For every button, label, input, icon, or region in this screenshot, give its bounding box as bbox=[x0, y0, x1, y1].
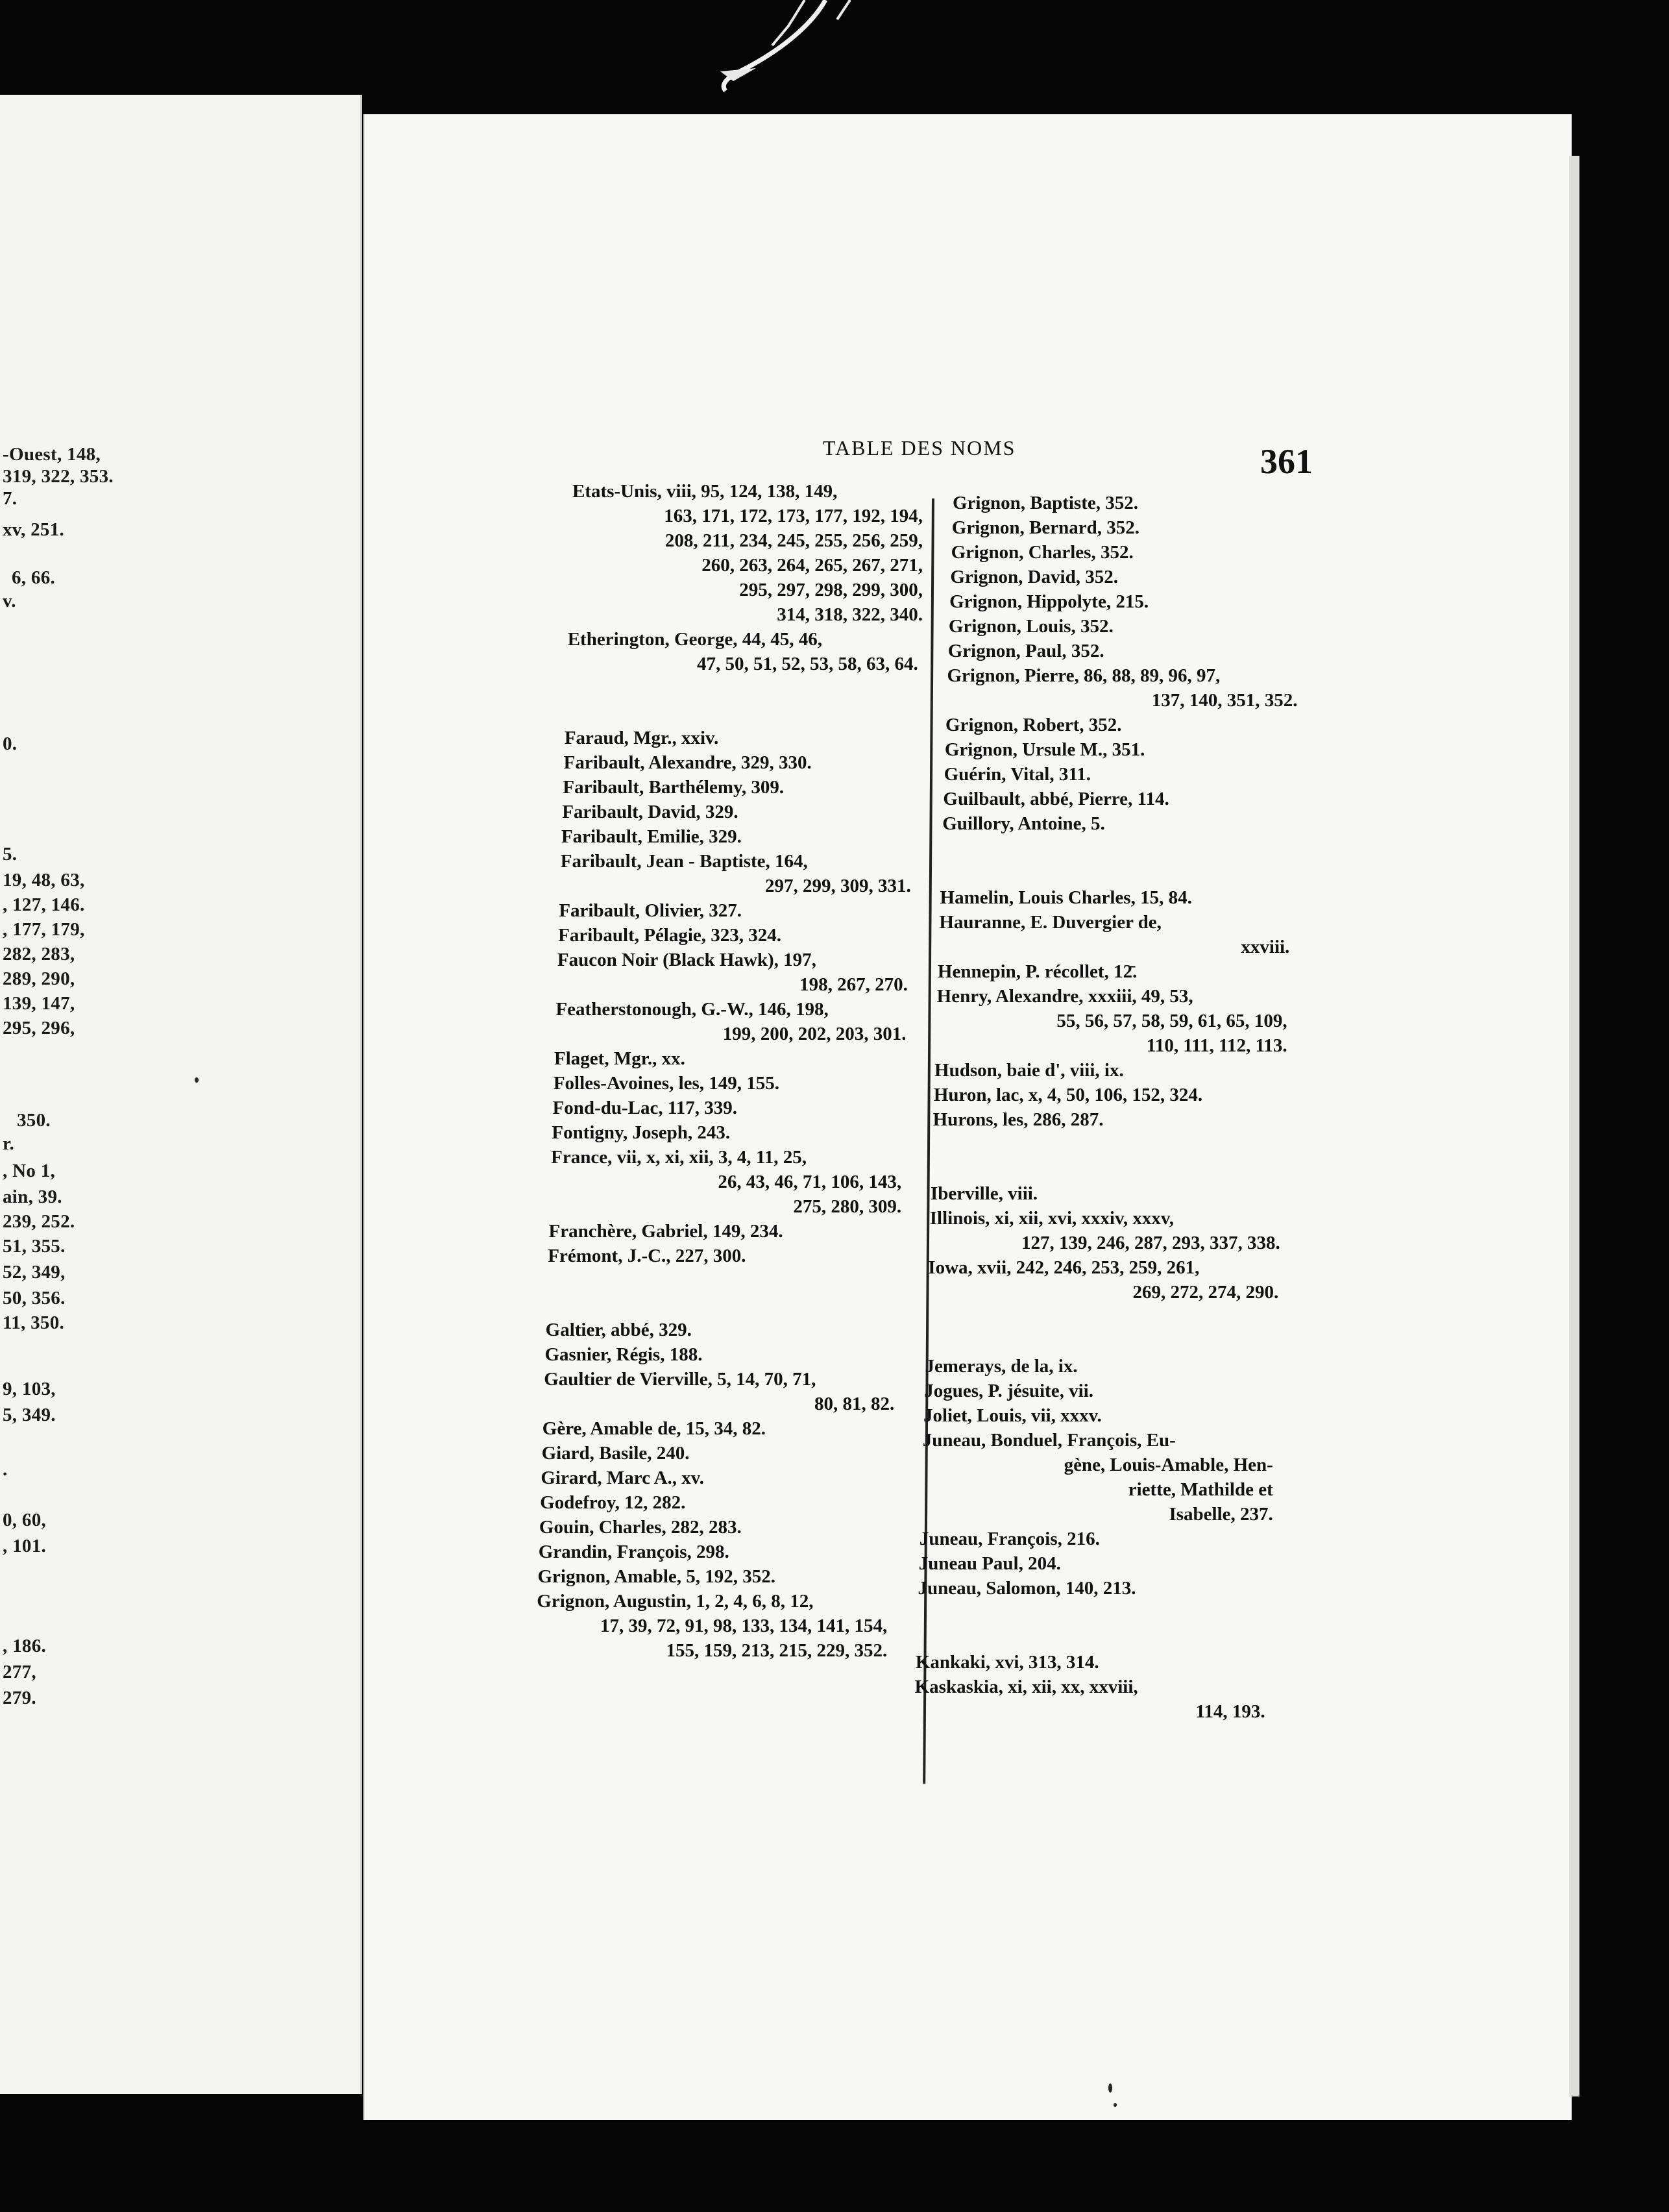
left-page-text-fragment: , No 1, bbox=[3, 1161, 56, 1181]
index-entry-heading: Faribault, Barthélemy, 309. bbox=[563, 777, 785, 798]
index-entry bbox=[546, 1318, 896, 1342]
left-page-text-fragment: 277, bbox=[3, 1662, 36, 1682]
index-entry bbox=[557, 948, 908, 997]
index-entry-heading: Faribault, Emilie, 329. bbox=[561, 826, 742, 847]
index-entry-heading: Faraud, Mgr., xxiv. bbox=[564, 728, 719, 748]
left-page-text-fragment: 139, 147, bbox=[3, 993, 75, 1014]
index-entry-heading: Grandin, François, 298. bbox=[538, 1542, 729, 1562]
index-entry-heading: Iowa, xvii, 242, 246, 253, 259, 261, bbox=[928, 1257, 1200, 1278]
left-page-text-fragment: 239, 252. bbox=[3, 1211, 75, 1232]
index-entry-continuation: 114, 193. bbox=[1195, 1701, 1265, 1722]
left-page-text-fragment: , 177, 179, bbox=[3, 919, 85, 940]
index-entry bbox=[918, 1576, 1268, 1601]
index-entry-heading: Franchère, Gabriel, 149, 234. bbox=[548, 1221, 783, 1242]
index-entry bbox=[928, 1255, 1278, 1305]
index-entry-heading: Kankaki, xvi, 313, 314. bbox=[915, 1652, 1099, 1673]
index-entry bbox=[554, 1071, 904, 1096]
index-entry-continuation: 269, 272, 274, 290. bbox=[1132, 1282, 1279, 1303]
left-page-text-fragment: , 127, 146. bbox=[3, 894, 85, 915]
left-page-text-fragment: -Ouest, 148, bbox=[3, 444, 101, 465]
index-entry-heading: Gasnier, Régis, 188. bbox=[544, 1344, 703, 1365]
index-entry-heading: Grignon, David, 352. bbox=[950, 567, 1118, 587]
index-entry bbox=[564, 750, 914, 775]
index-entry-heading: Juneau, Bonduel, François, Eu- bbox=[922, 1430, 1176, 1451]
index-entry-heading: Faribault, Jean - Baptiste, 164, bbox=[560, 851, 808, 872]
left-page-text-fragment: 0. bbox=[3, 733, 18, 754]
index-entry-heading: Jemerays, de la, ix. bbox=[925, 1356, 1078, 1377]
index-entry-heading: Hudson, baie d', viii, ix. bbox=[934, 1060, 1124, 1081]
index-entry-continuation: 137, 140, 351, 352. bbox=[1151, 690, 1298, 711]
index-entry bbox=[542, 1441, 892, 1466]
index-entry bbox=[544, 1367, 894, 1416]
index-entry-heading: Iberville, viii. bbox=[930, 1183, 1038, 1204]
index-entry-heading: Illinois, xi, xii, xvi, xxxiv, xxxv, bbox=[929, 1208, 1174, 1229]
left-page-text-fragment: ain, 39. bbox=[3, 1186, 62, 1207]
index-entry-heading: Etherington, George, 44, 45, 46, bbox=[567, 629, 822, 650]
index-entry bbox=[937, 984, 1287, 1058]
index-entry-heading: Grignon, Ursule M., 351. bbox=[944, 739, 1145, 760]
left-page-text-fragment: , 101. bbox=[3, 1536, 47, 1556]
index-entry-continuation: 295, 297, 298, 299, 300, bbox=[739, 580, 923, 600]
index-entry bbox=[940, 885, 1291, 910]
index-entry-heading: Joliet, Louis, vii, xxxv. bbox=[923, 1405, 1102, 1426]
left-page-text-fragment: v. bbox=[3, 591, 16, 611]
index-entry-continuation: 260, 263, 264, 265, 267, 271, bbox=[701, 555, 923, 576]
index-entry-heading: Grignon, Baptiste, 352. bbox=[953, 493, 1138, 513]
left-page-text-fragment: 7. bbox=[3, 488, 18, 509]
index-entry-heading: Guilbault, abbé, Pierre, 114. bbox=[943, 789, 1169, 809]
index-entry bbox=[947, 663, 1297, 713]
index-entry bbox=[953, 491, 1303, 515]
index-entry bbox=[539, 1540, 889, 1564]
index-entry bbox=[548, 1244, 898, 1268]
left-page-text-fragment: 5, 349. bbox=[3, 1405, 56, 1425]
index-entry-heading: Guillory, Antoine, 5. bbox=[942, 813, 1105, 834]
index-entry-continuation: 275, 280, 309. bbox=[793, 1196, 902, 1217]
index-entry bbox=[537, 1589, 887, 1663]
index-entry-heading: Fond-du-Lac, 117, 339. bbox=[552, 1098, 738, 1118]
index-entry-heading: Featherstonough, G.-W., 146, 198, bbox=[555, 999, 829, 1020]
index-entry-continuation: riette, Mathilde et bbox=[1128, 1479, 1273, 1500]
index-entry-continuation: 163, 171, 172, 173, 177, 192, 194, bbox=[664, 506, 923, 526]
index-entry-heading: Hauranne, E. Duvergier de, bbox=[939, 912, 1162, 933]
index-entry bbox=[537, 1564, 888, 1589]
page-header-title: TABLE DES NOMS bbox=[823, 436, 1016, 460]
index-entry bbox=[915, 1675, 1265, 1724]
index-entry-continuation: 198, 267, 270. bbox=[799, 974, 908, 995]
index-entry-continuation: 80, 81, 82. bbox=[814, 1394, 895, 1414]
index-entry bbox=[919, 1551, 1269, 1576]
index-entry bbox=[540, 1490, 890, 1515]
index-entry-heading: Faribault, Pélagie, 323, 324. bbox=[558, 925, 782, 946]
index-entry bbox=[934, 1058, 1285, 1083]
index-entry-heading: Grignon, Robert, 352. bbox=[945, 715, 1122, 735]
index-entry bbox=[925, 1354, 1275, 1379]
left-page-text-fragment: r. bbox=[3, 1133, 15, 1154]
index-entry bbox=[923, 1403, 1274, 1428]
dust-speck bbox=[1108, 2083, 1112, 2093]
index-entry-heading: Grignon, Pierre, 86, 88, 89, 96, 97, bbox=[947, 665, 1221, 686]
left-page-text-fragment: 295, 296, bbox=[3, 1018, 75, 1038]
index-entry bbox=[541, 1466, 891, 1490]
index-entry-heading: Grignon, Augustin, 1, 2, 4, 6, 8, 12, bbox=[537, 1591, 814, 1612]
index-entry bbox=[555, 997, 906, 1046]
index-entry-continuation: 199, 200, 202, 203, 301. bbox=[722, 1024, 907, 1044]
left-page-text-fragment: 319, 322, 353. bbox=[3, 466, 114, 487]
index-entry bbox=[561, 824, 912, 849]
index-entry-heading: Giard, Basile, 240. bbox=[541, 1443, 690, 1464]
index-entry bbox=[939, 910, 1289, 959]
index-entry-continuation: 297, 299, 309, 331. bbox=[765, 876, 911, 896]
index-entry-continuation: 26, 43, 46, 71, 106, 143, bbox=[718, 1172, 902, 1192]
left-page-text-fragment: xv, 251. bbox=[3, 519, 65, 540]
index-entry-heading: Faucon Noir (Black Hawk), 197, bbox=[557, 950, 816, 970]
index-entry-heading: Juneau Paul, 204. bbox=[918, 1553, 1061, 1574]
page-number: 361 bbox=[1260, 442, 1313, 481]
index-entry-heading: Frémont, J.-C., 227, 300. bbox=[548, 1246, 746, 1266]
index-entry-continuation: 314, 318, 322, 340. bbox=[777, 604, 923, 625]
index-entry-continuation: 155, 159, 213, 215, 229, 352. bbox=[666, 1640, 888, 1661]
index-entry bbox=[562, 800, 912, 824]
index-entry-heading: Juneau, François, 216. bbox=[919, 1529, 1100, 1549]
index-entry bbox=[949, 614, 1299, 639]
index-entry-heading: Galtier, abbé, 329. bbox=[545, 1320, 692, 1340]
index-entry-continuation: 55, 56, 57, 58, 59, 61, 65, 109, bbox=[1056, 1011, 1287, 1031]
index-entry-heading: Kaskaskia, xi, xii, xx, xxviii, bbox=[914, 1677, 1138, 1697]
index-entry-heading: Gère, Amable de, 15, 34, 82. bbox=[542, 1418, 766, 1439]
index-entry-heading: Etats-Unis, viii, 95, 124, 138, 149, bbox=[572, 481, 838, 502]
left-page-text-fragment: 289, 290, bbox=[3, 968, 75, 989]
left-page-text-fragment: 350. bbox=[17, 1110, 51, 1131]
index-entry bbox=[561, 849, 911, 898]
index-entry-continuation: 110, 111, 112, 113. bbox=[1146, 1035, 1287, 1056]
left-page-text-fragment: 19, 48, 63, bbox=[3, 870, 85, 891]
index-entry-heading: Gouin, Charles, 282, 283. bbox=[539, 1517, 742, 1538]
index-entry bbox=[945, 713, 1296, 737]
index-entry-heading: Hurons, les, 286, 287. bbox=[932, 1109, 1104, 1130]
index-entry-heading: Hamelin, Louis Charles, 15, 84. bbox=[940, 887, 1192, 908]
left-page-text-fragment: 50, 356. bbox=[3, 1288, 66, 1309]
left-page-text-fragment: 9, 103, bbox=[3, 1379, 56, 1399]
left-page-text-fragment: 5. bbox=[3, 844, 18, 865]
page-edge bbox=[1569, 156, 1579, 2096]
index-entry bbox=[931, 1181, 1281, 1206]
index-entry-heading: Guérin, Vital, 311. bbox=[944, 764, 1091, 785]
dust-speck bbox=[195, 1077, 199, 1083]
index-entry-heading: Grignon, Hippolyte, 215. bbox=[949, 591, 1149, 612]
left-page-text-fragment: . bbox=[3, 1459, 8, 1480]
index-entry-heading: Fontigny, Joseph, 243. bbox=[552, 1122, 731, 1143]
index-entry-heading: Grignon, Paul, 352. bbox=[947, 641, 1104, 661]
index-entry bbox=[572, 479, 923, 627]
index-entry-heading: Girard, Marc A., xv. bbox=[541, 1468, 704, 1488]
index-entry bbox=[916, 1650, 1266, 1675]
index-entry-continuation: gène, Louis-Amable, Hen- bbox=[1064, 1455, 1273, 1475]
index-entry-heading: Faribault, Olivier, 327. bbox=[559, 900, 742, 921]
index-entry-heading: Grignon, Bernard, 352. bbox=[951, 517, 1139, 538]
index-entry bbox=[559, 898, 909, 923]
index-entry-heading: Faribault, Alexandre, 329, 330. bbox=[563, 752, 812, 773]
index-entry-heading: Gaultier de Vierville, 5, 14, 70, 71, bbox=[544, 1369, 816, 1390]
index-entry bbox=[942, 811, 1293, 836]
index-entry-heading: Juneau, Salomon, 140, 213. bbox=[918, 1578, 1136, 1599]
index-entry-heading: Grignon, Amable, 5, 192, 352. bbox=[537, 1566, 776, 1587]
index-entry-heading: Huron, lac, x, 4, 50, 106, 152, 324. bbox=[933, 1085, 1203, 1105]
index-entry bbox=[945, 737, 1295, 762]
index-entry bbox=[924, 1379, 1274, 1403]
index-entry-heading: Henry, Alexandre, xxxiii, 49, 53, bbox=[936, 986, 1193, 1007]
left-page-text-fragment: 282, 283, bbox=[3, 944, 75, 965]
index-entry bbox=[539, 1515, 890, 1540]
index-entry bbox=[938, 959, 1288, 984]
index-entry bbox=[544, 1342, 895, 1367]
index-entry-heading: Jogues, P. jésuite, vii. bbox=[924, 1381, 1093, 1401]
index-entry bbox=[934, 1083, 1284, 1107]
index-entry-continuation: 208, 211, 234, 245, 255, 256, 259, bbox=[664, 530, 923, 551]
index-entry-continuation: xxviii. bbox=[1241, 937, 1290, 957]
left-page-text-fragment: , 186. bbox=[3, 1636, 47, 1656]
index-entry-continuation: Isabelle, 237. bbox=[1169, 1504, 1273, 1525]
index-entry-heading: Folles-Avoines, les, 149, 155. bbox=[553, 1073, 780, 1094]
index-entry-continuation: 47, 50, 51, 52, 53, 58, 63, 64. bbox=[696, 654, 918, 674]
index-entry bbox=[920, 1527, 1270, 1551]
left-page-text-fragment: 11, 350. bbox=[3, 1312, 65, 1333]
index-entry bbox=[558, 923, 908, 948]
index-entry bbox=[951, 540, 1302, 565]
index-entry bbox=[943, 787, 1293, 811]
index-entry bbox=[542, 1416, 893, 1441]
left-page-text-fragment: 52, 349, bbox=[3, 1262, 66, 1283]
index-entry bbox=[552, 1120, 902, 1145]
index-entry-continuation: 127, 139, 246, 287, 293, 337, 338. bbox=[1021, 1233, 1280, 1253]
left-page-text-fragment: 279. bbox=[3, 1688, 36, 1708]
left-page-text-fragment: 0, 60, bbox=[3, 1510, 47, 1530]
index-entry-heading: Grignon, Louis, 352. bbox=[948, 616, 1114, 637]
left-page-text-fragment: 6, 66. bbox=[12, 567, 56, 588]
index-entry bbox=[565, 726, 915, 750]
index-entry bbox=[551, 1145, 901, 1219]
index-entry bbox=[563, 775, 913, 800]
index-entry bbox=[933, 1107, 1284, 1132]
left-page-fragment bbox=[0, 95, 362, 2094]
index-entry bbox=[549, 1219, 899, 1244]
left-page-text-fragment: 51, 355. bbox=[3, 1236, 66, 1257]
index-entry bbox=[950, 565, 1300, 589]
dust-speck bbox=[1114, 2103, 1117, 2107]
index-entry-heading: Godefroy, 12, 282. bbox=[540, 1492, 686, 1513]
index-entry bbox=[952, 515, 1302, 540]
index-entry-heading: Hennepin, P. récollet, 12̄. bbox=[937, 961, 1138, 982]
index-entry bbox=[568, 627, 918, 676]
index-entry bbox=[930, 1206, 1280, 1255]
index-entry bbox=[944, 762, 1295, 787]
index-entry-heading: Flaget, Mgr., xx. bbox=[554, 1048, 685, 1069]
index-entry bbox=[923, 1428, 1273, 1527]
index-entry-continuation: 17, 39, 72, 91, 98, 133, 134, 141, 154, bbox=[600, 1616, 888, 1636]
index-entry bbox=[948, 639, 1298, 663]
index-entry-heading: Faribault, David, 329. bbox=[562, 802, 738, 822]
index-entry bbox=[553, 1096, 903, 1120]
index-entry bbox=[554, 1046, 905, 1071]
index-entry-heading: Grignon, Charles, 352. bbox=[951, 542, 1134, 563]
index-entry bbox=[949, 589, 1300, 614]
index-entry-heading: France, vii, x, xi, xii, 3, 4, 11, 25, bbox=[551, 1147, 807, 1168]
